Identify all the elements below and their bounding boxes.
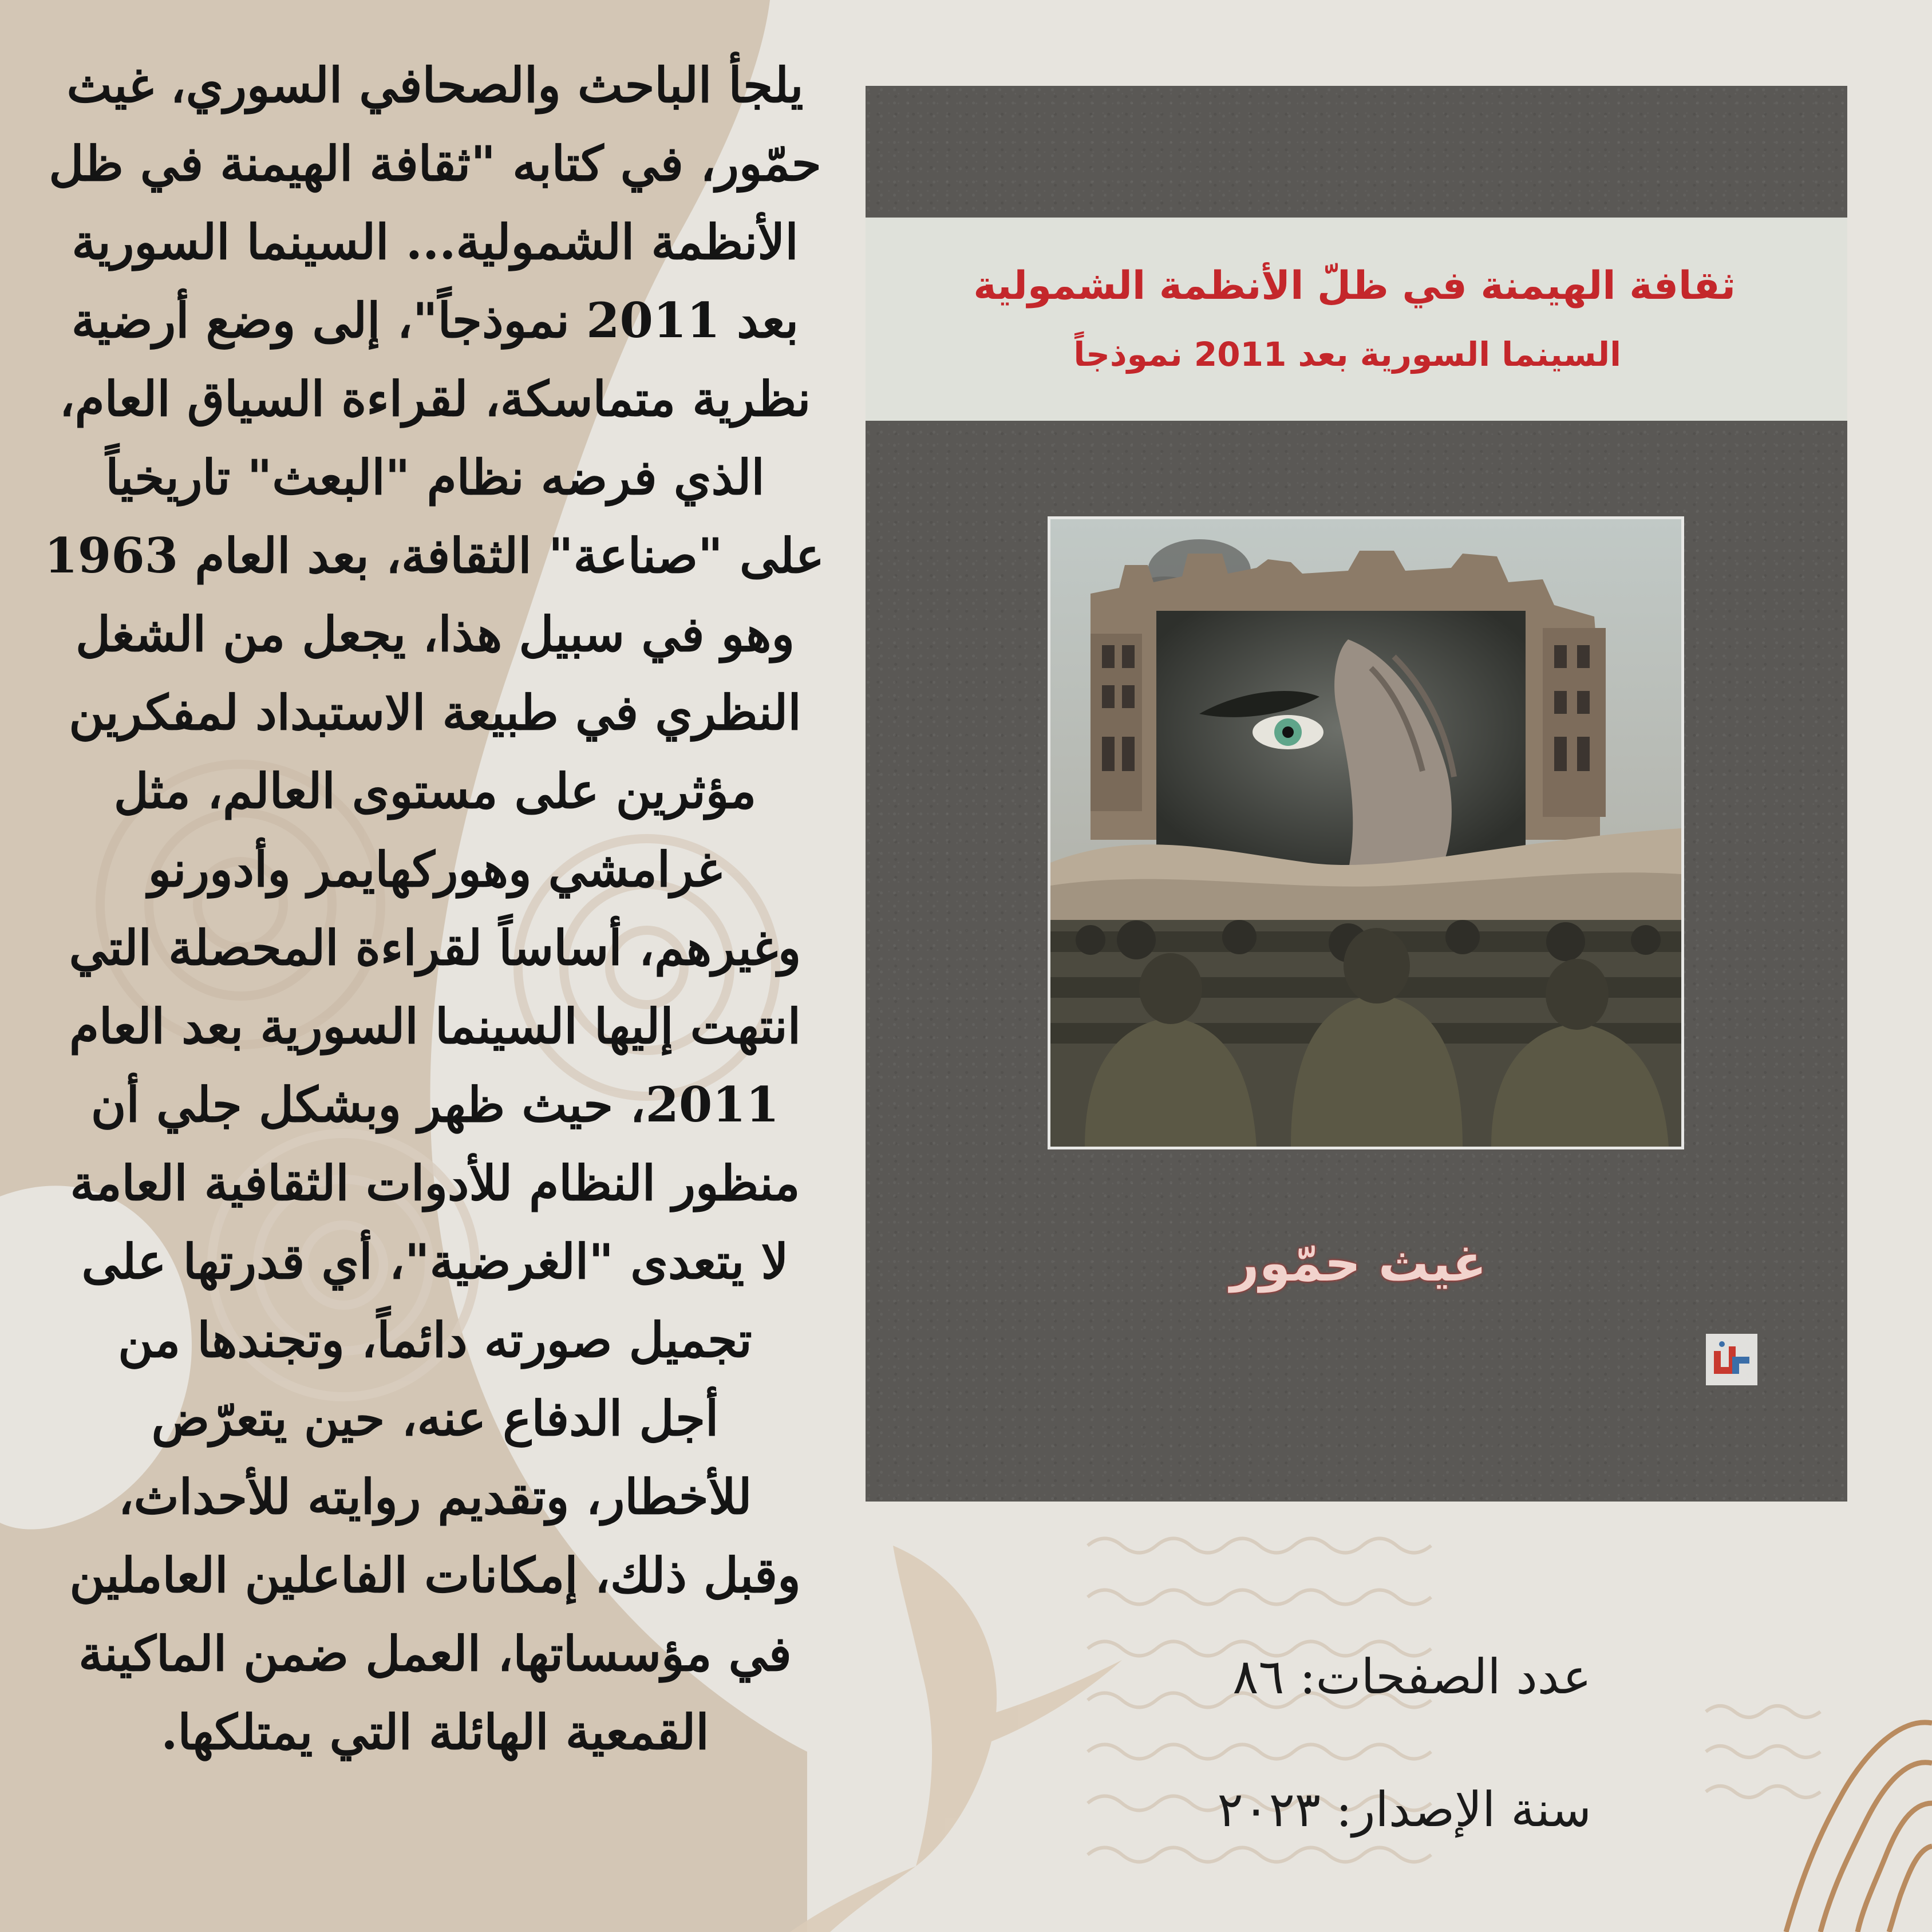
description-line: لا يتعدى "الغرضية"، أي قدرتها على <box>81 1233 789 1290</box>
description-line: مؤثرين على مستوى العالم، مثل <box>113 762 757 819</box>
description-line: بعد 2011 نموذجاً"، إلى وضع أرضية <box>71 292 799 349</box>
description-line: الأنظمة الشمولية... السينما السورية <box>72 214 799 270</box>
description-line: يلجأ الباحث والصحافي السوري، غيث <box>66 57 804 113</box>
publication-year: سنة الإصدار: ٢٠٢٣ <box>1217 1781 1591 1838</box>
book-description <box>46 46 824 1771</box>
description-line: في مؤسساتها، العمل ضمن الماكينة <box>78 1625 792 1682</box>
description-line: للأخطار، وتقديم روايته للأحداث، <box>118 1468 752 1525</box>
contour-lines-decoration <box>1786 1722 1932 1932</box>
book-cover <box>866 86 1847 1502</box>
description-line: على "صناعة" الثقافة، بعد العام 1963 <box>44 527 824 584</box>
description-line: نظرية متماسكة، لقراءة السياق العام، <box>59 370 811 427</box>
cover-subtitle: السينما السورية بعد 2011 نموذجاً <box>1073 335 1621 374</box>
description-line: وقبل ذلك، إمكانات الفاعلين العاملين <box>69 1547 801 1603</box>
description-line: غرامشي وهوركهايمر وأدورنو <box>148 841 722 898</box>
description-line: منظور النظام للأدوات الثقافية العامة <box>70 1155 800 1211</box>
cover-title: ثقافة الهيمنة في ظلّ الأنظمة الشمولية <box>973 263 1736 309</box>
description-line: وهو في سبيل هذا، يجعل من الشغل <box>75 606 795 662</box>
publisher-logo-icon <box>1706 1334 1757 1385</box>
cover-title-band <box>866 218 1847 421</box>
description-line: انتهت إليها السينما السورية بعد العام <box>69 998 801 1054</box>
leaf-decoration <box>790 1546 1122 1932</box>
description-line: وغيرهم، أساساً لقراءة المحصلة التي <box>69 919 801 976</box>
description-line: حمّور، في كتابه "ثقافة الهيمنة في ظل <box>49 135 821 192</box>
description-line: القمعية الهائلة التي يمتلكها. <box>161 1704 709 1760</box>
cover-illustration <box>1048 516 1684 1149</box>
small-wave-lines-decoration <box>1706 1706 1820 1797</box>
description-line: الذي فرضه نظام "البعث" تاريخياً <box>105 449 765 505</box>
description-line: 2011، حيث ظهر وبشكل جلي أن <box>90 1076 780 1133</box>
description-line: تجميل صورته دائماً، وتجندها من <box>118 1311 752 1368</box>
cover-author: غيث حمّور <box>1230 1234 1487 1293</box>
description-line: النظري في طبيعة الاستبداد لمفكرين <box>69 684 801 741</box>
page-count: عدد الصفحات: ٨٦ <box>1232 1649 1591 1705</box>
description-line: أجل الدفاع عنه، حين يتعرّض <box>151 1390 719 1447</box>
